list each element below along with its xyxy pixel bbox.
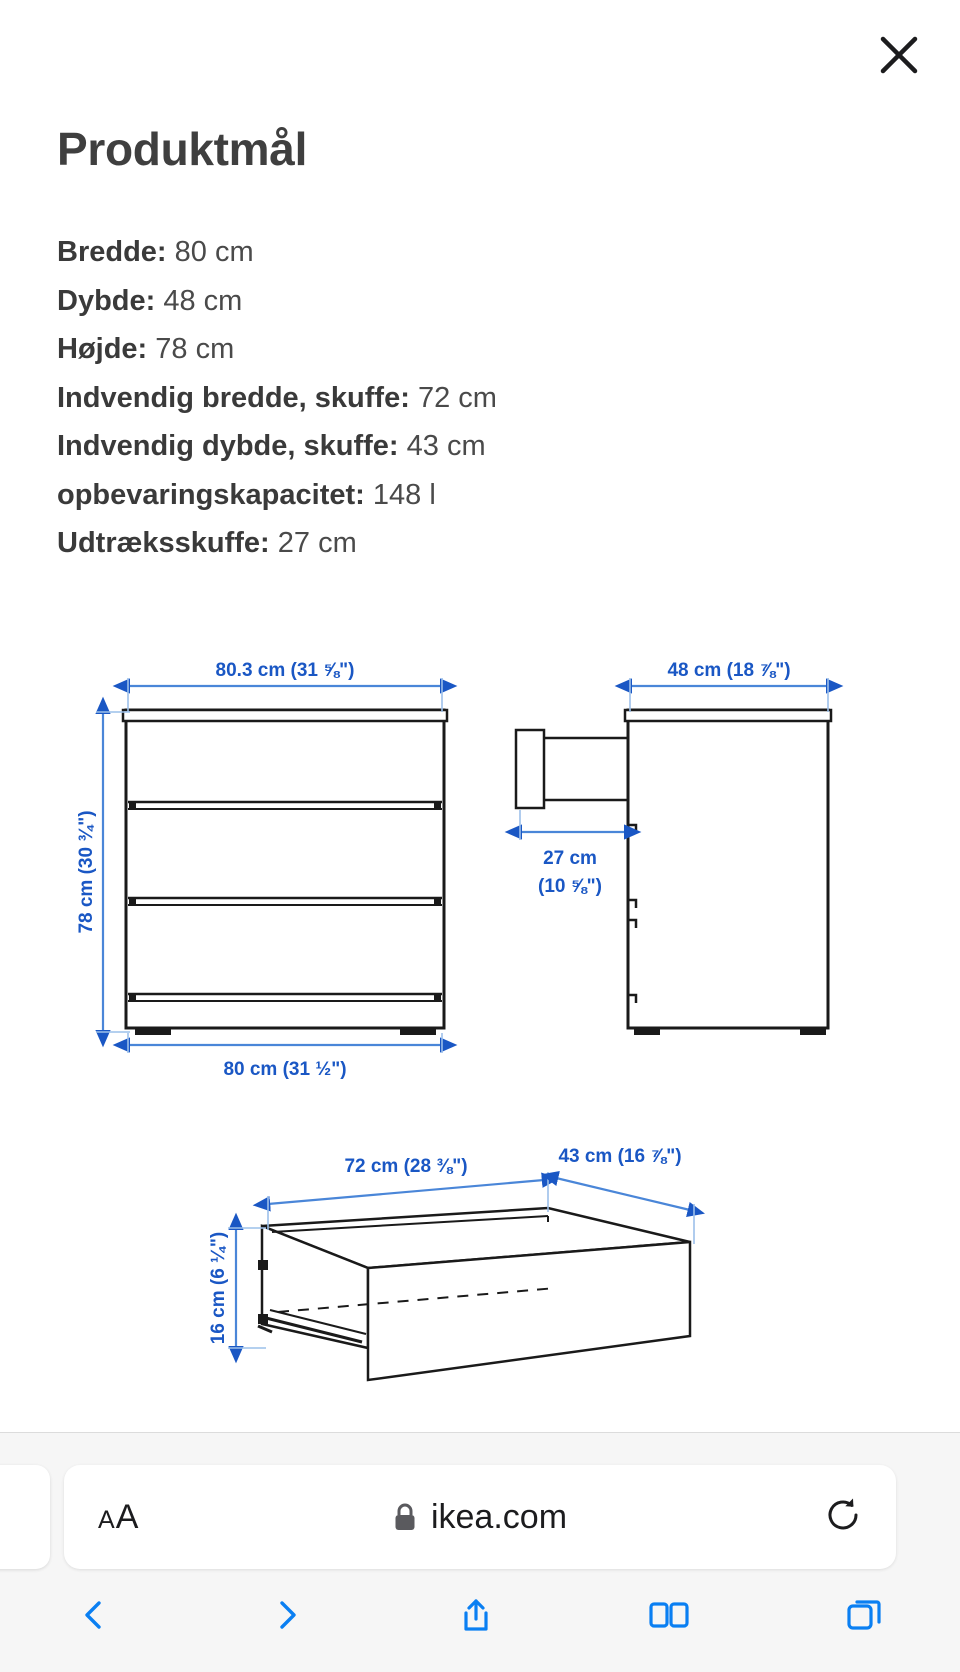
side-top-dimension-label: 48 cm (18 ⅞") (667, 660, 791, 681)
lock-icon (393, 1502, 417, 1532)
spec-label: Indvendig dybde, skuffe: (57, 430, 399, 462)
close-icon (877, 33, 921, 77)
spec-row (57, 228, 897, 277)
front-bottom-dimension-label: 80 cm (31 ½") (223, 1059, 347, 1080)
drawer-view-drawing (208, 1146, 694, 1380)
tabs-icon[interactable] (846, 1598, 882, 1637)
product-dimensions-list (57, 228, 897, 568)
url-bar[interactable] (64, 1465, 896, 1569)
safari-toolbar (0, 1432, 960, 1672)
spec-row (57, 519, 897, 568)
reload-button[interactable] (792, 1496, 862, 1539)
spec-value: 78 cm (155, 333, 235, 365)
spec-value: 148 l (372, 478, 436, 511)
page-title: Produktmål (57, 123, 308, 175)
drawer-depth-dimension-label: 43 cm (16 ⅞") (558, 1146, 682, 1167)
spec-row (57, 277, 897, 326)
spec-value: 27 cm (277, 527, 357, 559)
spec-row (57, 325, 897, 374)
front-view-drawing (76, 660, 447, 1080)
drawer-height-dimension-label: 16 cm (6 ¼") (208, 1231, 229, 1345)
forward-icon[interactable] (269, 1598, 303, 1637)
spec-label: Højde: (57, 333, 148, 365)
spec-label: Indvendig bredde, skuffe: (57, 381, 410, 414)
side-view-drawing (516, 660, 831, 1035)
text-size-large-a: A (115, 1497, 139, 1536)
spec-label: Bredde: (57, 236, 167, 268)
safari-nav-icons (0, 1582, 960, 1672)
spec-value: 43 cm (406, 430, 486, 462)
spec-label: opbevaringskapacitet: (57, 478, 365, 511)
text-size-small-a: A (98, 1505, 115, 1534)
spec-value: 80 cm (174, 236, 254, 268)
spec-row (57, 471, 897, 520)
spec-label: Udtræksskuffe: (57, 527, 270, 559)
spec-value: 72 cm (417, 381, 497, 414)
text-size-button[interactable] (98, 1498, 168, 1537)
share-icon[interactable] (459, 1598, 493, 1637)
front-top-dimension-label: 80.3 cm (31 ⅝") (215, 660, 355, 681)
spec-label: Dybde: (57, 284, 156, 317)
side-pullout-dimension-label-line2: (10 ⅝") (538, 876, 602, 897)
bookmarks-icon[interactable] (649, 1598, 689, 1637)
reload-icon (824, 1496, 862, 1539)
front-left-dimension-label: 78 cm (30 ¾") (76, 810, 97, 934)
close-button[interactable] (868, 24, 930, 86)
side-pullout-dimension-label-line1: 27 cm (543, 848, 597, 869)
spec-row (57, 422, 897, 471)
technical-drawings (0, 620, 960, 1430)
drawer-width-dimension-label: 72 cm (28 ⅜") (344, 1156, 468, 1177)
spec-row (57, 374, 897, 423)
url-display[interactable] (168, 1498, 792, 1537)
url-text: ikea.com (430, 1497, 568, 1536)
back-icon[interactable] (78, 1598, 112, 1637)
adjacent-tab-peek[interactable] (0, 1465, 50, 1569)
spec-value: 48 cm (163, 284, 243, 317)
